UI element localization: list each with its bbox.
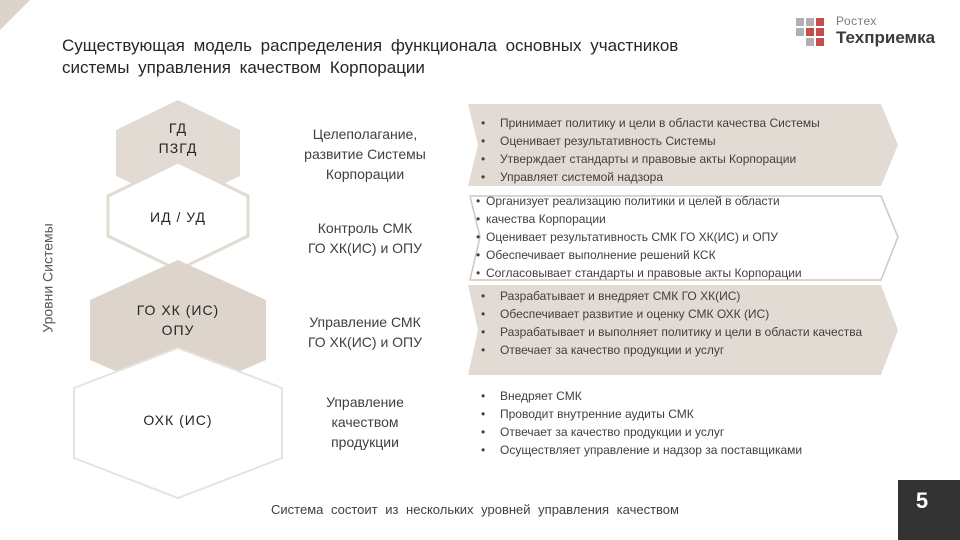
description-2-item: • Организует реализацию политики и целей в области: [476, 192, 886, 210]
level-3-line1: ГО ХК (ИС): [136, 302, 220, 318]
function-2: [270, 218, 460, 258]
description-2-item: • Обеспечивает выполнение решений КСК: [476, 246, 886, 264]
description-1: [478, 114, 878, 186]
level-3-line2: ОПУ: [161, 322, 195, 338]
description-1-item: • Управляет системой надзора: [478, 168, 878, 186]
levels-axis-label: Уровни Системы: [39, 223, 56, 333]
company-logo: [796, 12, 946, 52]
description-2-item: • качества Корпорации: [476, 210, 886, 228]
function-4-line2: качеством: [331, 414, 399, 430]
description-3: [478, 287, 868, 359]
function-1: [270, 124, 460, 184]
level-1-line2: ПЗГД: [158, 140, 198, 156]
page-title-line1: Существующая модель распределения функционала основных участников: [62, 36, 679, 55]
description-2: [476, 192, 886, 282]
function-1-line1: Целеполагание,: [312, 126, 418, 142]
function-4-line3: продукции: [331, 434, 399, 450]
level-4-text: [96, 410, 260, 430]
level-1-line1: ГД: [168, 120, 188, 136]
description-3-item: • Отвечает за качество продукции и услуг: [478, 341, 868, 359]
function-1-line2: развитие Системы: [304, 146, 426, 162]
description-3-item: • Обеспечивает развитие и оценку СМК ОХК (ИС): [478, 305, 868, 323]
description-3-item: • Разрабатывает и внедряет СМК ГО ХК(ИС): [478, 287, 868, 305]
level-2-line1: ИД / УД: [150, 209, 206, 225]
function-3-line1: Управление СМК: [309, 314, 421, 330]
description-1-item: • Оценивает результативность Системы: [478, 132, 878, 150]
description-4: [478, 387, 878, 459]
description-4-item: • Проводит внутренние аудиты СМК: [478, 405, 878, 423]
description-4-item: • Внедряет СМК: [478, 387, 878, 405]
level-1-text: [118, 118, 238, 158]
description-3-item: • Разрабатывает и выполняет политику и цели в области качества: [478, 323, 868, 341]
function-2-line2: ГО ХК(ИС) и ОПУ: [307, 240, 422, 256]
level-4-line1: ОХК (ИС): [143, 412, 213, 428]
logo-main-text: Техприемка: [836, 28, 936, 47]
page-title: [62, 35, 762, 79]
footer-caption: Система состоит из нескольких уровней управления качеством: [271, 502, 679, 517]
level-3-text: [96, 300, 260, 340]
description-2-item: • Согласовывает стандарты и правовые акты Корпорации: [476, 264, 886, 282]
page-number: 5: [915, 488, 929, 513]
logo-top-text: Ростех: [836, 14, 877, 28]
function-1-line3: Корпорации: [325, 166, 405, 182]
description-2-item: • Оценивает результативность СМК ГО ХК(ИС) и ОПУ: [476, 228, 886, 246]
function-2-line1: Контроль СМК: [317, 220, 413, 236]
page-title-line2: системы управления качеством Корпорации: [62, 58, 425, 77]
description-1-item: • Принимает политику и цели в области качества Системы: [478, 114, 878, 132]
corner-decoration-top: [0, 0, 30, 30]
function-3-line2: ГО ХК(ИС) и ОПУ: [307, 334, 422, 350]
description-4-item: • Отвечает за качество продукции и услуг: [478, 423, 878, 441]
description-1-item: • Утверждает стандарты и правовые акты Корпорации: [478, 150, 878, 168]
level-2-text: [110, 207, 246, 227]
function-3: [270, 312, 460, 352]
description-4-item: • Осуществляет управление и надзор за поставщиками: [478, 441, 878, 459]
function-4-line1: Управление: [326, 394, 404, 410]
function-4: [270, 392, 460, 452]
